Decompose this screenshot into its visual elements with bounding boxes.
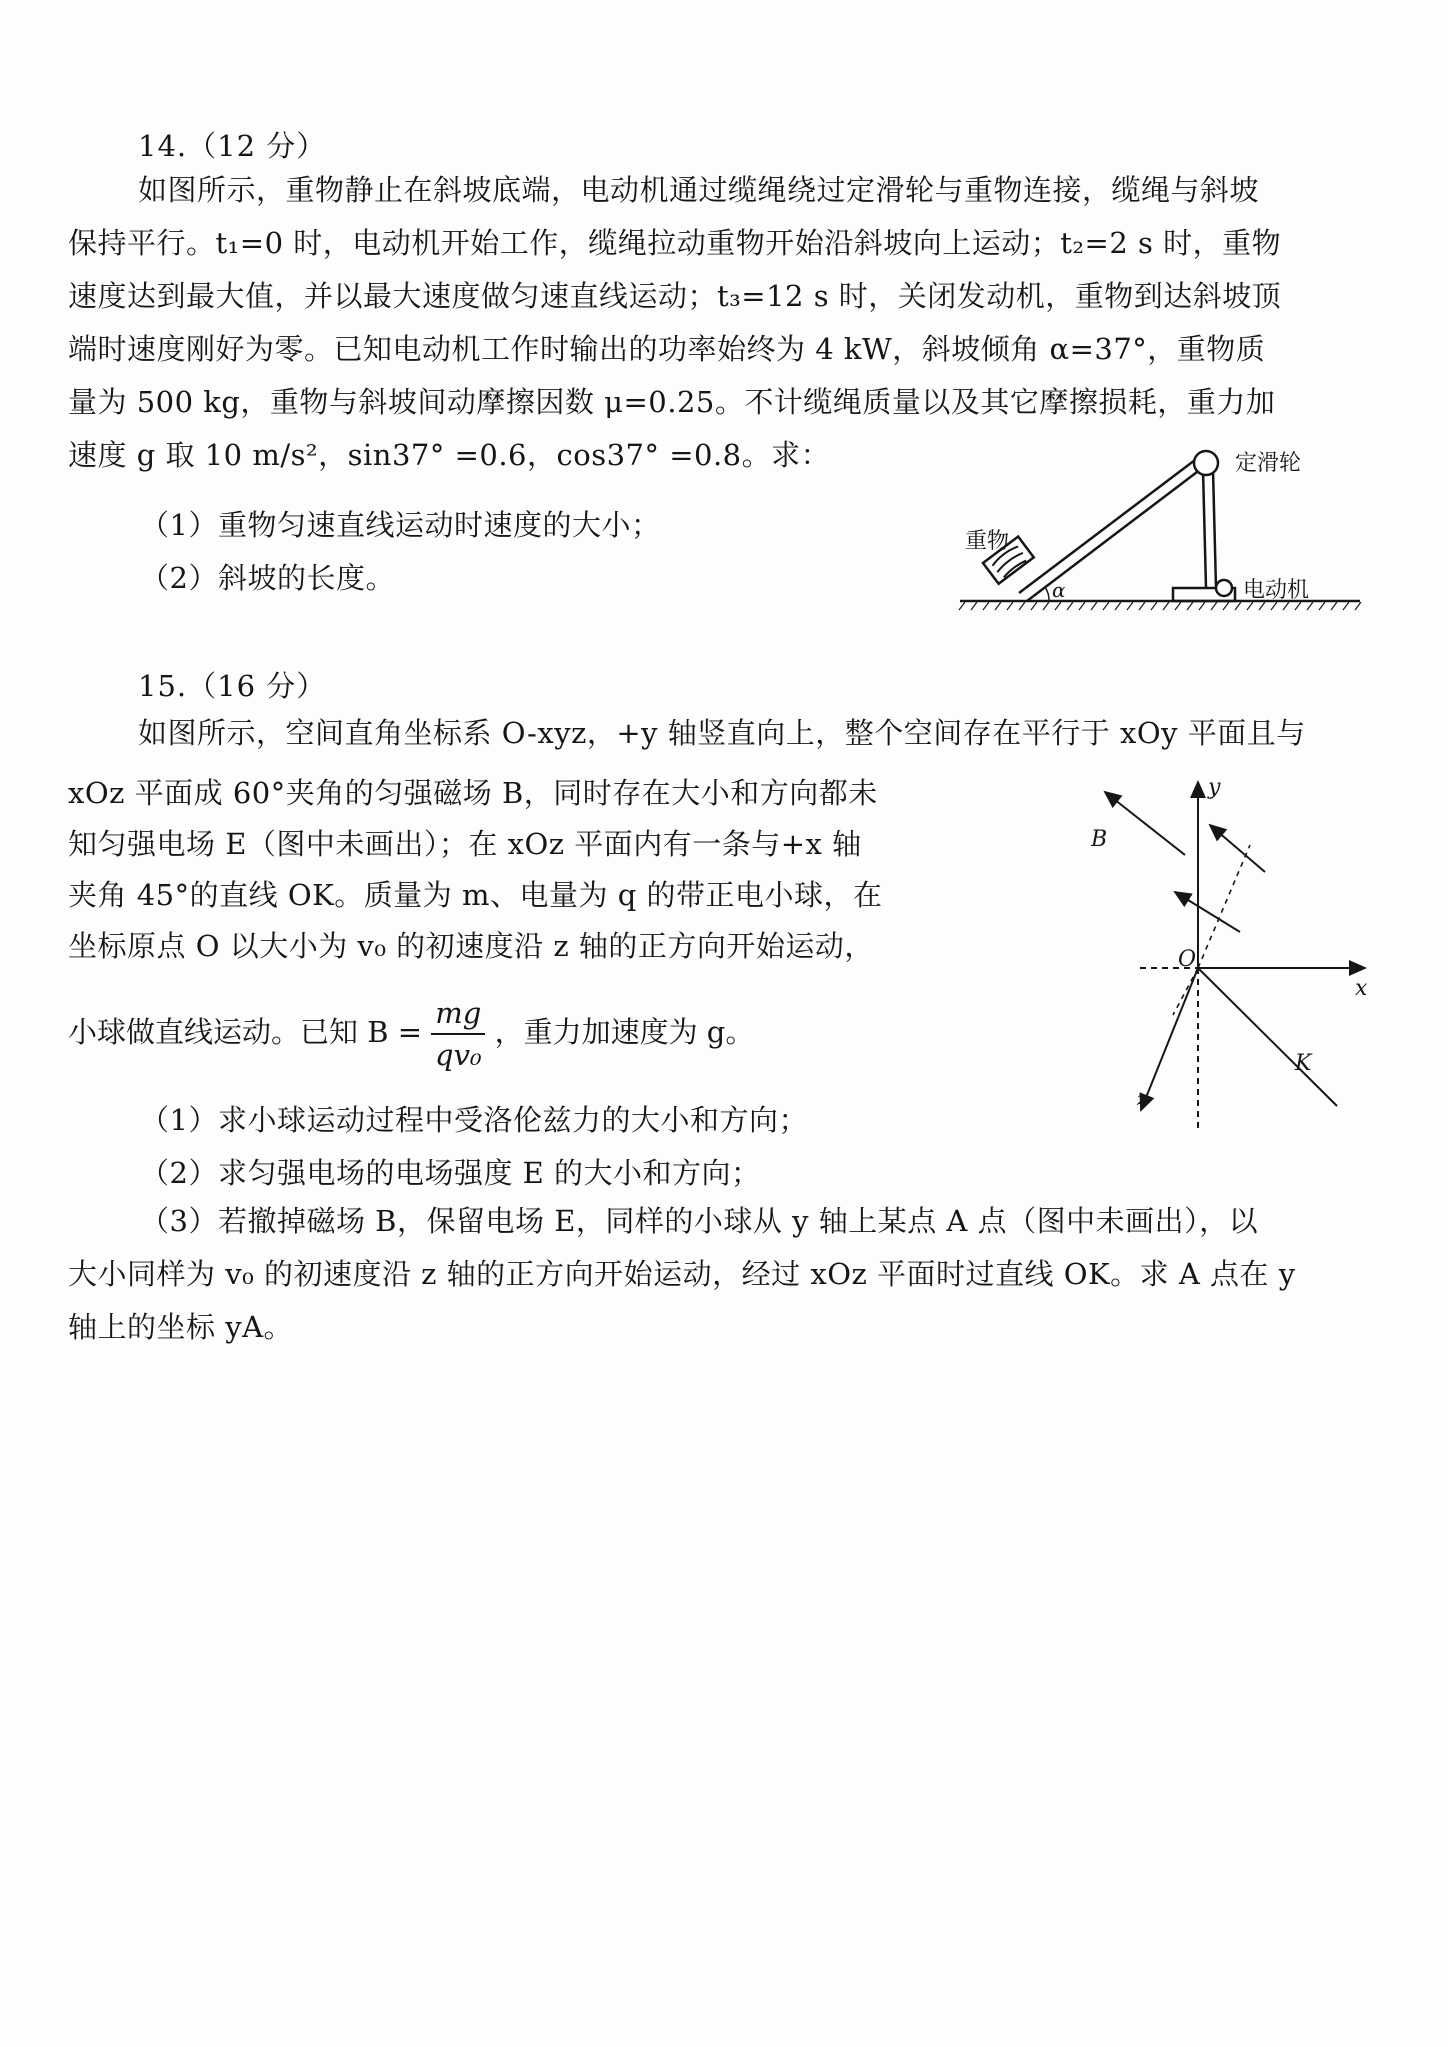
formula-numerator: mg xyxy=(431,993,485,1035)
q15-heading: 15.（16 分） xyxy=(138,669,327,703)
q15-sub-3-line-1: （3）若撤掉磁场 B，保留电场 E，同样的小球从 y 轴上某点 A 点（图中未画出），以 xyxy=(140,1204,1259,1238)
pulley-icon xyxy=(1194,451,1218,475)
formula-denominator: qv₀ xyxy=(435,1038,482,1072)
q15-sub-3-line-2: 大小同样为 v₀ 的初速度沿 z 轴的正方向开始运动，经过 xOz 平面时过直线 OK。求 A 点在 y xyxy=(68,1257,1296,1291)
angle-arc xyxy=(1045,587,1049,601)
K-label: K xyxy=(1295,1051,1312,1076)
q14-heading: 14.（12 分） xyxy=(138,129,327,163)
motor-label: 电动机 xyxy=(1243,578,1310,603)
y-label: y xyxy=(1208,775,1221,800)
B-field-line-3 xyxy=(1175,892,1240,932)
coordinate-system-figure xyxy=(1075,770,1375,1140)
q15-line-1: 如图所示，空间直角坐标系 O-xyz，+y 轴竖直向上，整个空间存在平行于 xOy 平面且与 xyxy=(138,716,1306,750)
q14-sub-2: （2）斜坡的长度。 xyxy=(140,561,395,595)
q15-formula-line xyxy=(68,993,754,1075)
x-label: x xyxy=(1355,976,1368,1001)
q14-line-2: 保持平行。t₁=0 时，电动机开始工作，缆绳拉动重物开始沿斜坡向上运动；t₂=2 s 时，重物 xyxy=(68,226,1282,260)
field-dashed-line xyxy=(1198,845,1250,968)
z-axis xyxy=(1141,968,1198,1110)
line-OK xyxy=(1198,968,1337,1106)
formula-prefix: 小球做直线运动。已知 B = xyxy=(68,1015,423,1049)
weight-label: 重物 xyxy=(965,529,1010,554)
q15-line-3: 知匀强电场 E（图中未画出）；在 xOz 平面内有一条与+x 轴 xyxy=(68,827,862,861)
ground-hatching xyxy=(959,602,1361,610)
B-label: B xyxy=(1091,827,1108,852)
q14-line-4: 端时速度刚好为零。已知电动机工作时输出的功率始终为 4 kW，斜坡倾角 α=37°，重物质 xyxy=(68,332,1266,366)
q15-sub-1: （1）求小球运动过程中受洛伦兹力的大小和方向； xyxy=(140,1103,808,1137)
angle-label: α xyxy=(1052,578,1066,602)
q14-line-3: 速度达到最大值，并以最大速度做匀速直线运动；t₃=12 s 时，关闭发动机，重物到达斜坡顶 xyxy=(68,279,1282,313)
q14-line-6: 速度 g 取 10 m/s²，sin37° =0.6，cos37° =0.8。求： xyxy=(68,438,831,472)
q14-stem xyxy=(68,164,1388,482)
motor-icon xyxy=(1216,580,1232,596)
B-field-line-2 xyxy=(1210,825,1265,872)
q15-line-1-block xyxy=(68,707,1388,760)
z-label: z xyxy=(1137,1086,1148,1110)
q15-sub-2: （2）求匀强电场的电场强度 E 的大小和方向； xyxy=(140,1156,761,1190)
q15-stem-left xyxy=(68,768,948,972)
formula-fraction xyxy=(431,993,485,1075)
q14-line-1: 如图所示，重物静止在斜坡底端，电动机通过缆绳绕过定滑轮与重物连接，缆绳与斜坡 xyxy=(138,173,1260,207)
pulley-post-left xyxy=(1203,470,1206,588)
incline-line-upper xyxy=(1019,460,1195,593)
B-field-line-1 xyxy=(1105,792,1185,855)
q15-sub-3 xyxy=(68,1195,1388,1354)
q14-sub-1: （1）重物匀速直线运动时速度的大小； xyxy=(140,508,661,542)
q15-sub-3-line-3: 轴上的坐标 yA。 xyxy=(68,1310,294,1344)
q15-line-5: 坐标原点 O 以大小为 v₀ 的初速度沿 z 轴的正方向开始运动， xyxy=(68,929,874,963)
incline-pulley-figure xyxy=(945,440,1375,620)
pulley-post-right xyxy=(1213,470,1216,588)
O-label: O xyxy=(1178,947,1197,972)
q15-line-4: 夹角 45°的直线 OK。质量为 m、电量为 q 的带正电小球，在 xyxy=(68,878,883,912)
formula-suffix: ，重力加速度为 g。 xyxy=(494,1015,755,1049)
pulley-label: 定滑轮 xyxy=(1235,451,1302,476)
q15-line-2: xOz 平面成 60°夹角的匀强磁场 B，同时存在大小和方向都未 xyxy=(68,776,878,810)
q14-line-5: 量为 500 kg，重物与斜坡间动摩擦因数 μ=0.25。不计缆绳质量以及其它摩擦损耗，重力加 xyxy=(68,385,1276,419)
